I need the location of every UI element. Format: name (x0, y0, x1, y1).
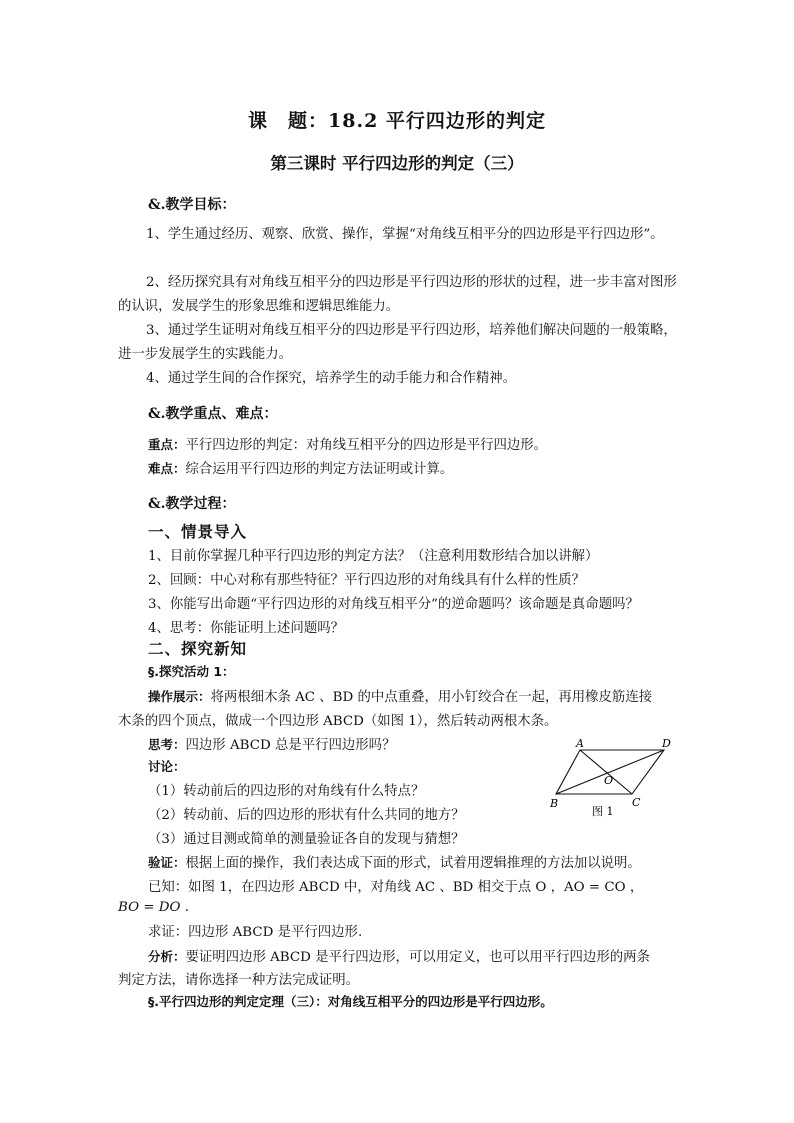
figure-caption: 图 1 (592, 805, 614, 818)
objectives-heading: &.教学目标： (148, 197, 236, 213)
diagonal-ac (580, 750, 632, 794)
label-b: B (550, 797, 559, 810)
page-title: 课 题：18.2 平行四边形的判定 (248, 110, 546, 132)
think-line: 思考：四边形 ABCD 总是平行四边形吗？ (148, 737, 396, 753)
discuss-item-2: （2）转动前、后的四边形的形状有什么共同的地方？ (148, 808, 465, 823)
label-a: A (576, 738, 584, 750)
objective-item-3: 3、通过学生证明对角线互相平分的四边形是平行四边形，培养他们解决问题的一般策略，进一步发展学生的实践能力。 (118, 323, 677, 362)
discuss-label: 讨论： (148, 759, 186, 774)
label-d: D (662, 738, 671, 750)
objective-item-2: 2、经历探究具有对角线互相平分的四边形是平行四边形的形状的过程，进一步丰富对图形的认识，发展学生的形象思维和逻辑思维能力。 (118, 275, 677, 314)
process-heading: &.教学过程： (148, 496, 236, 512)
focus-text: 平行四边形的判定：对角线互相平分的四边形是平行四边形。 (185, 438, 548, 453)
part1-item-2: 2、回顾：中心对称有那些特征？平行四边形的对角线具有什么样的性质？ (148, 573, 586, 588)
demo-label: 操作展示： (148, 689, 211, 704)
activity-heading: §.探究活动 1： (148, 664, 235, 679)
label-c: C (632, 796, 641, 809)
difficulty-text: 综合运用平行四边形的判定方法证明或计算。 (185, 462, 454, 477)
part1-heading: 一、情景导入 (148, 522, 248, 541)
keypoints-heading: &.教学重点、难点： (148, 406, 278, 422)
discuss-line (148, 757, 186, 775)
analysis-line-2: 判定方法，请你选择一种方法完成证明。 (118, 973, 360, 988)
verify-line: 验证：根据上面的操作，我们表达成下面的形式，试着用逻辑推理的方法加以说明。 (148, 855, 641, 871)
part1-item-3: 3、你能写出命题“平行四边形的对角线互相平分”的逆命题吗？该命题是真命题吗？ (148, 597, 639, 612)
prove-line: 求证：四边形 ABCD 是平行四边形. (148, 925, 363, 940)
part2-heading: 二、探究新知 (148, 639, 248, 658)
theorem-statement: §.平行四边形的判定定理（三）：对角线互相平分的四边形是平行四边形。 (148, 994, 553, 1009)
parallelogram-figure (548, 738, 678, 822)
objective-item-4: 4、通过学生间的合作探究，培养学生的动手能力和合作精神。 (146, 371, 517, 386)
difficulty-label: 难点： (148, 461, 186, 476)
label-o: O (604, 774, 614, 787)
analysis-line-1: 分析：要证明四边形 ABCD 是平行四边形，可以用定义，也可以用平行四边形的两条 (148, 949, 650, 965)
discuss-item-1: （1）转动前后的四边形的对角线有什么特点？ (148, 784, 425, 799)
objective-item-1: 1、学生通过经历、观察、欣赏、操作，掌握“对角线互相平分的四边形是平行四边形”。 (146, 227, 664, 242)
known-line-2: BO = DO . (118, 900, 190, 915)
demo-line-2: 木条的四个顶点，做成一个四边形 ABCD（如图 1），然后转动两根木条。 (118, 714, 558, 729)
discuss-item-3: （3）通过目测或简单的测量验证各自的发现与猜想？ (148, 832, 465, 847)
known-line-1: 已知：如图 1，在四边形 ABCD 中，对角线 AC 、BD 相交于点 O ，AO = CO ， (148, 880, 644, 895)
think-label: 思考： (148, 737, 186, 752)
verify-label: 验证： (148, 855, 186, 870)
part1-item-4: 4、思考：你能证明上述问题吗？ (148, 621, 344, 636)
difficulty-line (148, 458, 453, 477)
focus-line (148, 434, 547, 453)
demo-line-1: 操作展示：将两根细木条 AC 、BD 的中点重叠，用小钉绞合在一起，再用橡皮筋连接 (148, 689, 653, 705)
part1-item-1: 1、目前你掌握几种平行四边形的判定方法？（注意利用数形结合加以讲解） (148, 549, 599, 564)
analysis-label: 分析： (148, 949, 186, 964)
page-subtitle: 第三课时 平行四边形的判定（三） (270, 154, 524, 173)
focus-label: 重点： (148, 437, 186, 452)
